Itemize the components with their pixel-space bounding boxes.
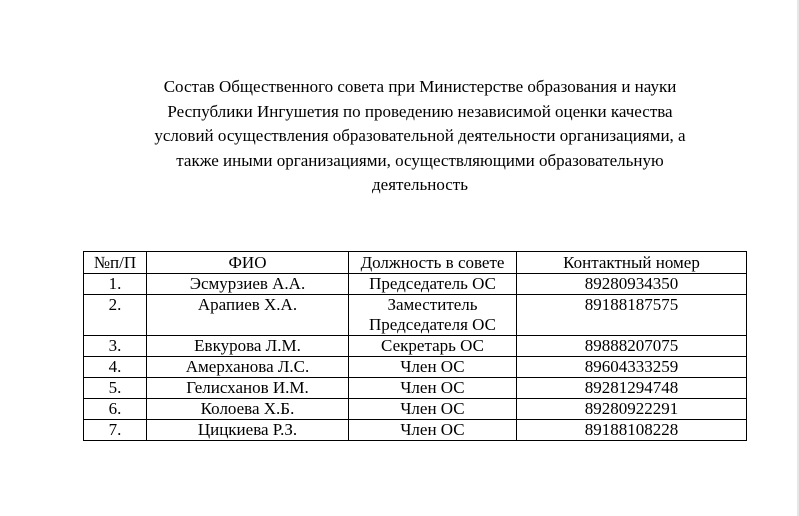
cell-role xyxy=(349,295,517,336)
cell-role xyxy=(349,274,517,295)
role-line: Заместитель xyxy=(387,295,478,314)
cell-role xyxy=(349,357,517,378)
header-role: Должность в совете xyxy=(349,252,517,274)
table-row xyxy=(84,336,747,357)
cell-number: 4. xyxy=(84,357,147,378)
role-line: Председателя ОС xyxy=(369,315,496,334)
title-line: также иными организациями, осуществляющими образовательную xyxy=(176,150,664,170)
table-row xyxy=(84,274,747,295)
cell-phone: 89604333259 xyxy=(517,357,747,378)
title-line: Состав Общественного совета при Министерстве образования и науки xyxy=(163,77,677,96)
table-header-row xyxy=(84,252,747,274)
title-line: условий осуществления образовательной деятельности организациями, а xyxy=(154,126,686,145)
role-line: Председатель ОС xyxy=(369,274,496,293)
table-row xyxy=(84,420,747,441)
cell-name: Евкурова Л.М. xyxy=(147,336,349,357)
table-row xyxy=(84,378,747,399)
cell-phone: 89188108228 xyxy=(517,420,747,441)
cell-phone: 89280934350 xyxy=(517,274,747,295)
table-row xyxy=(84,295,747,336)
cell-number: 7. xyxy=(84,420,147,441)
cell-phone: 89888207075 xyxy=(517,336,747,357)
cell-name: Гелисханов И.М. xyxy=(147,378,349,399)
cell-number: 3. xyxy=(84,336,147,357)
cell-number: 2. xyxy=(84,295,147,336)
header-number: №п/П xyxy=(84,252,147,274)
council-members-table xyxy=(83,251,747,441)
cell-name: Арапиев Х.А. xyxy=(147,295,349,336)
document-title xyxy=(110,75,730,198)
role-line: Член ОС xyxy=(400,357,465,376)
cell-name: Колоева Х.Б. xyxy=(147,399,349,420)
cell-phone: 89280922291 xyxy=(517,399,747,420)
role-line: Секретарь ОС xyxy=(381,336,484,355)
cell-phone: 89188187575 xyxy=(517,295,747,336)
title-line: деятельность xyxy=(372,175,468,194)
cell-phone: 89281294748 xyxy=(517,378,747,399)
cell-number: 5. xyxy=(84,378,147,399)
cell-role xyxy=(349,378,517,399)
cell-name: Эсмурзиев А.А. xyxy=(147,274,349,295)
header-phone: Контактный номер xyxy=(517,252,747,274)
cell-role xyxy=(349,399,517,420)
header-name: ФИО xyxy=(147,252,349,274)
table-row xyxy=(84,357,747,378)
role-line: Член ОС xyxy=(400,399,465,418)
role-line: Член ОС xyxy=(400,378,465,397)
role-line: Член ОС xyxy=(400,420,465,439)
cell-role xyxy=(349,420,517,441)
cell-name: Амерханова Л.С. xyxy=(147,357,349,378)
title-line: Республики Ингушетия по проведению независимой оценки качества xyxy=(167,101,673,121)
cell-number: 1. xyxy=(84,274,147,295)
cell-number: 6. xyxy=(84,399,147,420)
table-row xyxy=(84,399,747,420)
cell-role xyxy=(349,336,517,357)
cell-name: Цицкиева Р.З. xyxy=(147,420,349,441)
